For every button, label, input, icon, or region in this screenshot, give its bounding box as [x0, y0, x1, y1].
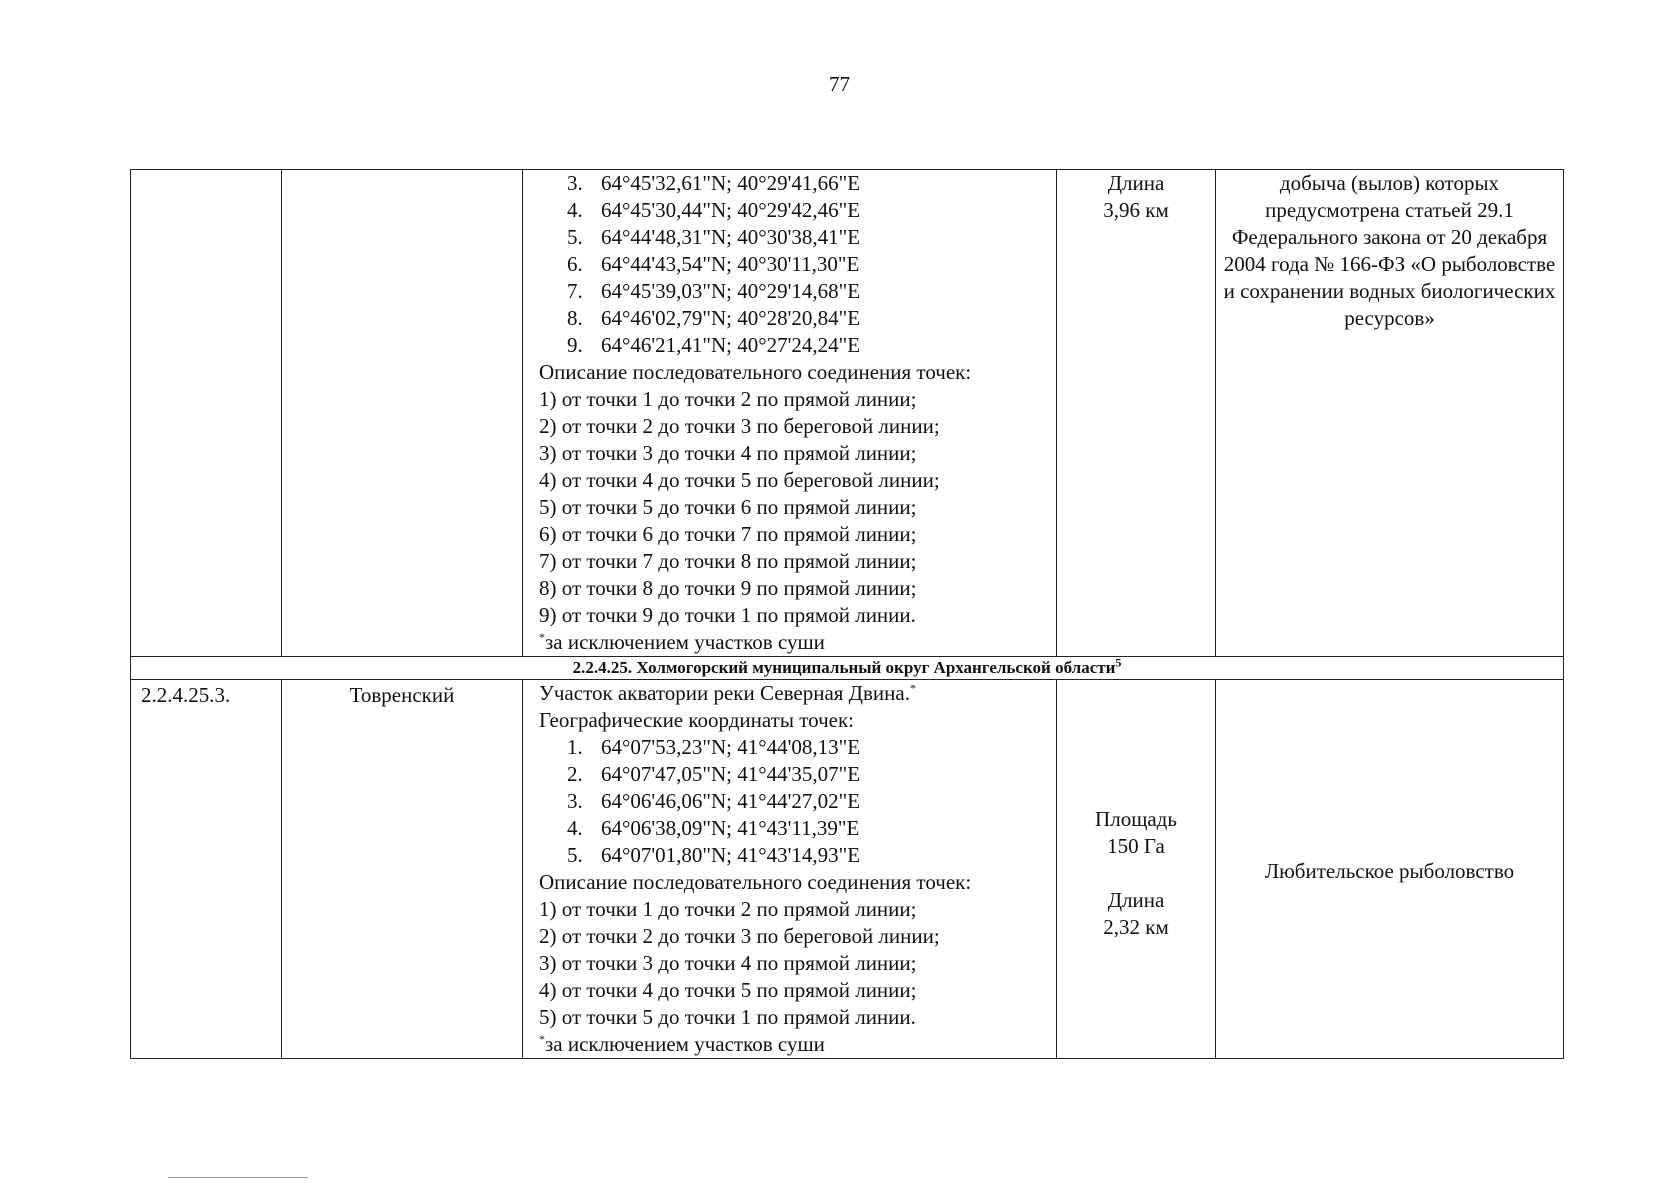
area-name-cell	[282, 170, 523, 657]
coordinate-point: 5. 64°07'01,80"N; 41°43'14,93"E	[567, 843, 861, 867]
use-text-line: ресурсов»	[1344, 306, 1435, 330]
coordinate-point: 3. 64°06'46,06"N; 41°44'27,02"E	[567, 789, 861, 813]
table-row	[131, 680, 1564, 1059]
length-label: Длина	[1107, 888, 1165, 912]
area-name: Товренский	[282, 680, 523, 1059]
footnote-note: *за исключением участков суши	[539, 1032, 825, 1056]
connection-line: 6) от точки 6 до точки 7 по прямой линии;	[539, 522, 917, 546]
area-label: Площадь	[1095, 807, 1177, 831]
fishing-areas-table	[130, 169, 1564, 1059]
use-text: Любительское рыболовство	[1264, 859, 1515, 883]
section-header-row	[131, 657, 1564, 680]
connection-line: 2) от точки 2 до точки 3 по береговой линии;	[539, 414, 940, 438]
area-title: Участок акватории реки Северная Двина.*	[539, 681, 916, 705]
use-text-line: добыча (вылов) которых	[1279, 171, 1500, 195]
size-cell	[1057, 170, 1216, 657]
coordinate-point: 4. 64°45'30,44"N; 40°29'42,46"E	[567, 198, 861, 222]
connection-line: 5) от точки 5 до точки 6 по прямой линии;	[539, 495, 917, 519]
footnote-separator	[168, 1177, 308, 1178]
description-cell	[523, 170, 1057, 657]
coordinate-point: 5. 64°44'48,31"N; 40°30'38,41"E	[567, 225, 861, 249]
coordinate-point: 3. 64°45'32,61"N; 40°29'41,66"E	[567, 171, 861, 195]
connection-line: 9) от точки 9 до точки 1 по прямой линии.	[539, 603, 916, 627]
length-value: 2,32 км	[1103, 915, 1169, 939]
connection-line: 4) от точки 4 до точки 5 по береговой линии;	[539, 468, 940, 492]
use-text-line: и сохранении водных биологических	[1223, 279, 1556, 303]
use-text-line: 2004 года № 166-ФЗ «О рыболовстве	[1223, 252, 1556, 276]
coordinate-point: 9. 64°46'21,41"N; 40°27'24,24"E	[567, 333, 861, 357]
use-cell	[1216, 680, 1564, 1059]
use-cell	[1216, 170, 1564, 657]
spacer	[1057, 860, 1215, 887]
coordinate-point: 4. 64°06'38,09"N; 41°43'11,39"E	[567, 816, 860, 840]
use-text-line: предусмотрена статьей 29.1	[1265, 198, 1514, 222]
length-label: Длина	[1107, 171, 1165, 195]
connection-header: Описание последовательного соединения точек:	[539, 360, 972, 384]
connection-line: 3) от точки 3 до точки 4 по прямой линии;	[539, 951, 917, 975]
coordinate-list	[539, 170, 1056, 359]
connection-line: 3) от точки 3 до точки 4 по прямой линии;	[539, 441, 917, 465]
coordinate-point: 8. 64°46'02,79"N; 40°28'20,84"E	[567, 306, 861, 330]
coordinate-point: 2. 64°07'47,05"N; 41°44'35,07"E	[567, 762, 861, 786]
connection-line: 5) от точки 5 до точки 1 по прямой линии.	[539, 1005, 916, 1029]
size-cell	[1057, 680, 1216, 1059]
page-number: 77	[829, 72, 850, 96]
connection-line: 1) от точки 1 до точки 2 по прямой линии;	[539, 387, 917, 411]
row-number-cell	[131, 170, 282, 657]
coordinate-list	[539, 734, 1056, 869]
section-title: 2.2.4.25. Холмогорский муниципальный округ Архангельской области$^5$	[131, 657, 1564, 680]
coordinate-point: 7. 64°45'39,03"N; 40°29'14,68"E	[567, 279, 861, 303]
connection-line: 2) от точки 2 до точки 3 по береговой линии;	[539, 924, 940, 948]
connection-line: 1) от точки 1 до точки 2 по прямой линии;	[539, 897, 917, 921]
connection-line: 7) от точки 7 до точки 8 по прямой линии;	[539, 549, 917, 573]
footnote-note: *за исключением участков суши	[539, 630, 825, 654]
use-text-line: Федерального закона от 20 декабря	[1231, 225, 1548, 249]
length-value: 3,96 км	[1103, 198, 1169, 222]
size-block	[1057, 680, 1215, 941]
connection-line: 8) от точки 8 до точки 9 по прямой линии;	[539, 576, 917, 600]
coords-header: Географические координаты точек:	[539, 708, 854, 732]
table-row	[131, 170, 1564, 657]
connection-line: 4) от точки 4 до точки 5 по прямой линии;	[539, 978, 917, 1002]
row-number: 2.2.4.25.3.	[131, 680, 282, 1059]
coordinate-point: 1. 64°07'53,23"N; 41°44'08,13"E	[567, 735, 861, 759]
area-value: 150 Га	[1107, 834, 1165, 858]
coordinate-point: 6. 64°44'43,54"N; 40°30'11,30"E	[567, 252, 860, 276]
connection-header: Описание последовательного соединения точек:	[539, 870, 972, 894]
description-cell	[523, 680, 1057, 1059]
